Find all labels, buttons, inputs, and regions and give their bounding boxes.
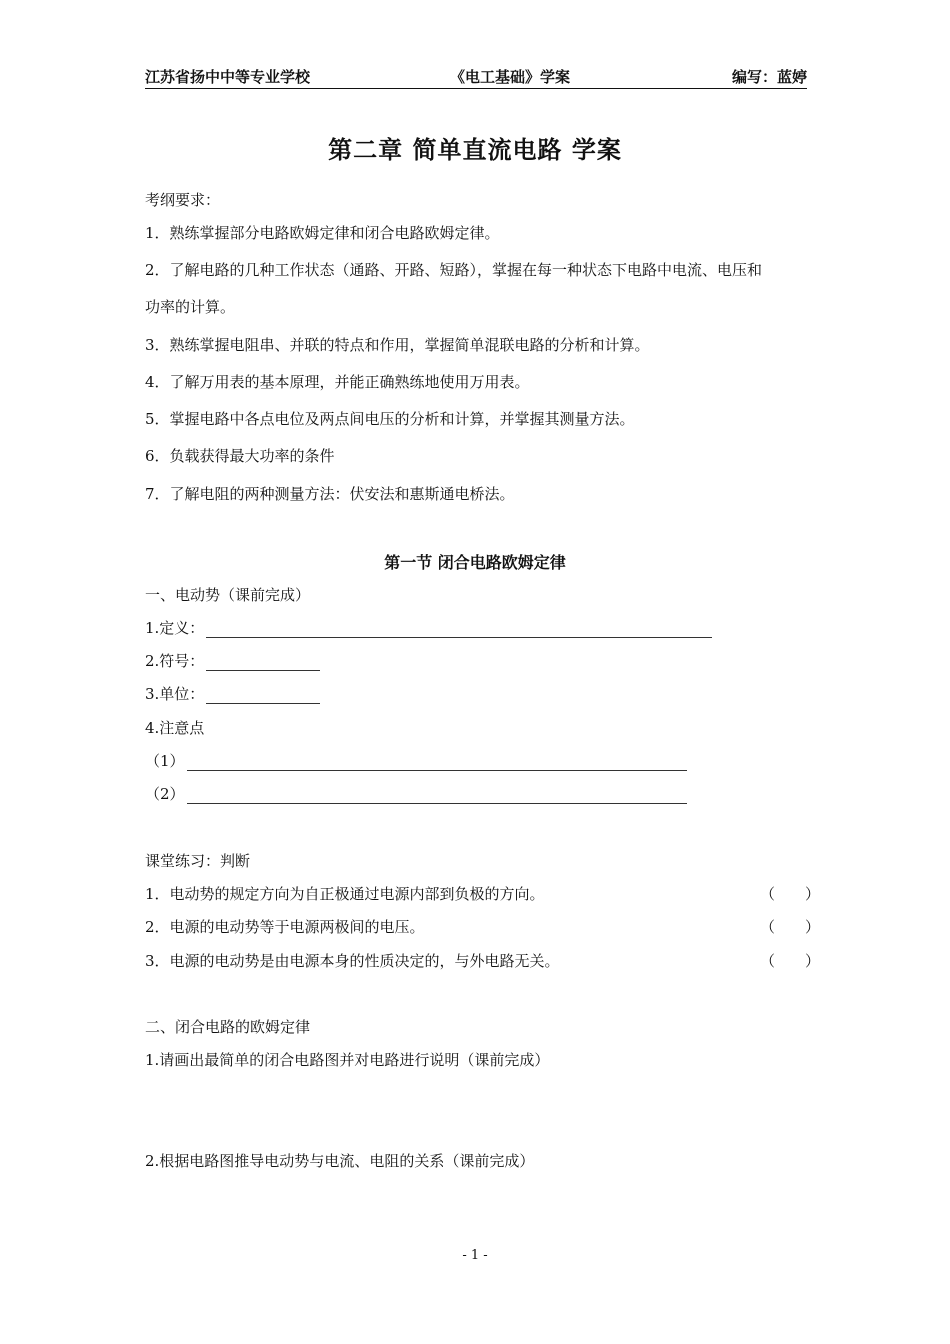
note-1-blank[interactable] [187, 754, 687, 771]
note-2-label: （2） [145, 785, 185, 803]
part2-heading: 二、闭合电路的欧姆定律 [145, 1018, 311, 1036]
notes-heading: 4.注意点 [145, 719, 205, 737]
syllabus-item-4: 4．了解万用表的基本原理，并能正确熟练地使用万用表。 [145, 373, 530, 391]
note-2-row [145, 784, 687, 804]
practice-heading: 课堂练习：判断 [145, 852, 251, 870]
symbol-blank[interactable] [206, 654, 320, 671]
part2-question-2: 2.根据电路图推导电动势与电流、电阻的关系（课前完成） [145, 1152, 535, 1170]
syllabus-item-3: 3．熟练掌握电阻串、并联的特点和作用，掌握简单混联电路的分析和计算。 [145, 336, 650, 354]
header-course: 《电工基础》学案 [450, 68, 571, 86]
syllabus-item-2-cont: 功率的计算。 [145, 298, 236, 316]
symbol-row [145, 651, 320, 671]
part2-question-1: 1.请画出最简单的闭合电路图并对电路进行说明（课前完成） [145, 1051, 550, 1069]
syllabus-item-7: 7．了解电阻的两种测量方法：伏安法和惠斯通电桥法。 [145, 485, 515, 503]
practice-item-1: 1．电动势的规定方向为自正极通过电源内部到负极的方向。 [145, 885, 545, 903]
symbol-label: 2.符号： [145, 652, 205, 670]
unit-row [145, 684, 320, 704]
practice-answer-2[interactable]: （ ） [760, 918, 821, 936]
header-author: 编写：蓝婷 [731, 68, 807, 86]
page-title: 第二章 简单直流电路 学案 [328, 135, 622, 164]
header-school: 江苏省扬中中等专业学校 [145, 68, 311, 86]
definition-blank[interactable] [206, 621, 712, 638]
practice-item-2: 2．电源的电动势等于电源两极间的电压。 [145, 918, 425, 936]
page-header [145, 64, 807, 89]
syllabus-item-5: 5．掌握电路中各点电位及两点间电压的分析和计算，并掌握其测量方法。 [145, 410, 635, 428]
syllabus-item-6: 6．负载获得最大功率的条件 [145, 447, 335, 465]
note-1-label: （1） [145, 752, 185, 770]
section-title: 第一节 闭合电路欧姆定律 [384, 553, 566, 572]
definition-label: 1.定义： [145, 619, 205, 637]
definition-row [145, 618, 712, 638]
syllabus-heading: 考纲要求： [145, 191, 221, 209]
part1-heading: 一、电动势（课前完成） [145, 586, 311, 604]
unit-label: 3.单位： [145, 685, 205, 703]
note-1-row [145, 751, 687, 771]
syllabus-item-1: 1．熟练掌握部分电路欧姆定律和闭合电路欧姆定律。 [145, 224, 500, 242]
practice-answer-1[interactable]: （ ） [760, 885, 821, 903]
practice-answer-3[interactable]: （ ） [760, 952, 821, 970]
note-2-blank[interactable] [187, 787, 687, 804]
unit-blank[interactable] [206, 687, 320, 704]
practice-item-3: 3．电源的电动势是由电源本身的性质决定的，与外电路无关。 [145, 952, 560, 970]
syllabus-item-2: 2．了解电路的几种工作状态（通路、开路、短路），掌握在每一种状态下电路中电流、电压和 [145, 261, 763, 279]
page-number: - 1 - [462, 1248, 488, 1263]
